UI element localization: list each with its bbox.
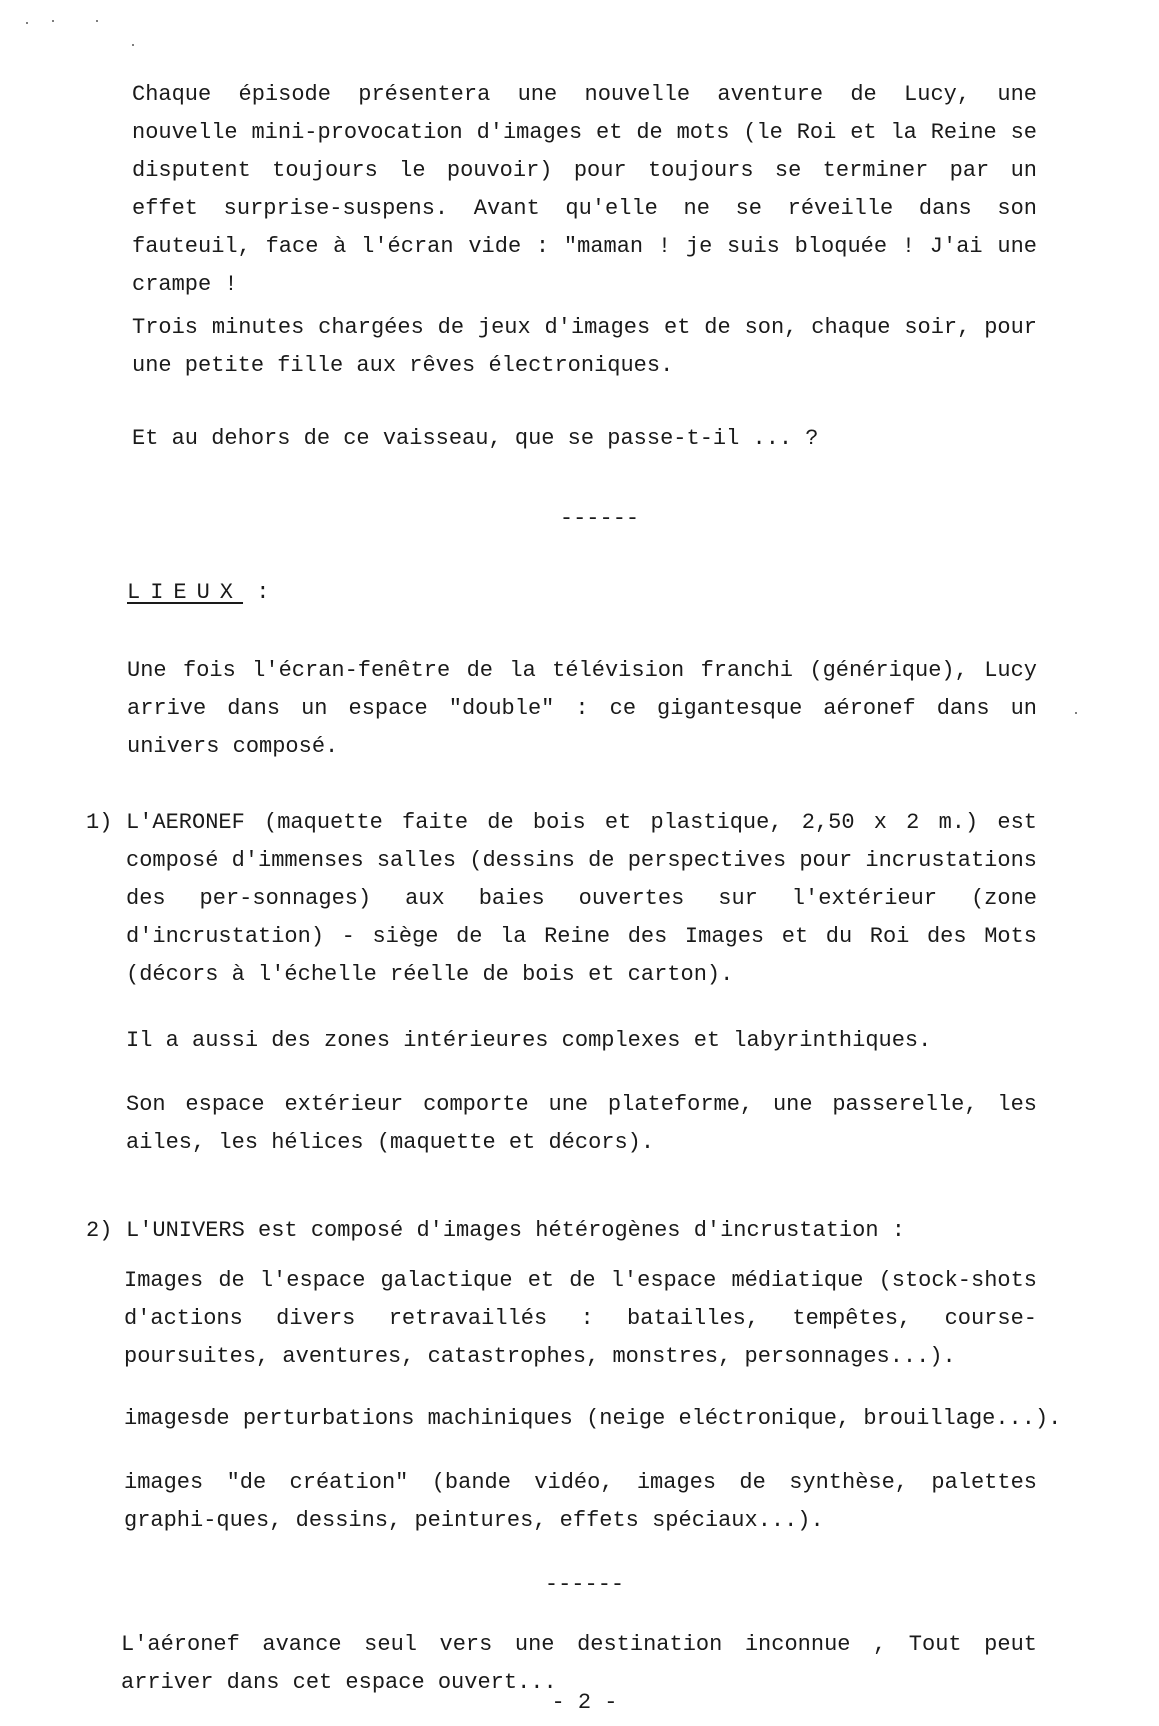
intro-paragraph-2: Trois minutes chargées de jeux d'images et de son, chaque soir, pour une petite fille aux rêves électroniques. — [132, 315, 1037, 378]
section-1-number: 1) — [86, 810, 113, 835]
section-1-paragraph-3: Son espace extérieur comporte une plateforme, une passerelle, les ailes, les hélices (maquette et décors). — [126, 1092, 1037, 1155]
separator: ------ — [544, 1572, 625, 1597]
page-number: - 2 - — [551, 1690, 618, 1715]
section-2-intro-line: L'UNIVERS est composé d'images hétérogènes d'incrustation : — [126, 1218, 905, 1243]
closing-paragraph: L'aéronef avance seul vers une destination inconnue , Tout peut arriver dans cet espace ouvert... — [121, 1632, 1037, 1695]
section-2-number: 2) — [86, 1218, 113, 1243]
section-1-paragraph-2: Il a aussi des zones intérieures complexes et labyrinthiques. — [126, 1028, 932, 1053]
separator: ------ — [559, 506, 640, 531]
scan-speck — [1075, 712, 1077, 714]
section-2-paragraph-1: Images de l'espace galactique et de l'espace médiatique (stock-shots d'actions divers retravaillés : batailles, tempêtes, course-poursuites, aventures, catastrophes, monstres, personnages...). — [124, 1268, 1037, 1369]
scan-speck — [26, 22, 28, 24]
intro-paragraph-1: Chaque épisode présentera une nouvelle aventure de Lucy, une nouvelle mini-provocation d'images et de mots (le Roi et la Reine se disputent toujours le pouvoir) pour toujours se terminer par un effet surprise-suspens. Avant qu'elle ne se réveille dans son fauteuil, face à l'écran vide : "maman ! je suis bloquée ! J'ai une crampe ! — [132, 82, 1037, 297]
lieux-heading-colon: : — [256, 580, 270, 605]
section-2-paragraph-2: imagesde perturbations machiniques (neige eléctronique, brouillage...). — [124, 1406, 1062, 1431]
intro-paragraph-3: Et au dehors de ce vaisseau, que se passe-t-il ... ? — [132, 426, 819, 451]
lieux-heading-text: LIEUX — [127, 580, 244, 605]
lieux-intro-paragraph: Une fois l'écran-fenêtre de la télévision franchi (générique), Lucy arrive dans un espace "double" : ce gigantesque aéronef dans un univers composé. — [127, 658, 1037, 759]
section-2-paragraph-3: images "de création" (bande vidéo, images de synthèse, palettes graphi-ques, dessins, peintures, effets spéciaux...). — [124, 1470, 1037, 1533]
scan-speck — [52, 20, 54, 22]
scan-speck — [132, 44, 134, 46]
scan-speck — [96, 20, 98, 22]
section-heading-lieux — [127, 574, 269, 612]
section-1-paragraph-1: L'AERONEF (maquette faite de bois et plastique, 2,50 x 2 m.) est composé d'immenses salles (dessins de perspectives pour incrustations des per-sonnages) aux baies ouvertes sur l'extérieur (zone d'incrustation) - siège de la Reine des Images et du Roi des Mots (décors à l'échelle réelle de bois et carton). — [126, 810, 1037, 987]
